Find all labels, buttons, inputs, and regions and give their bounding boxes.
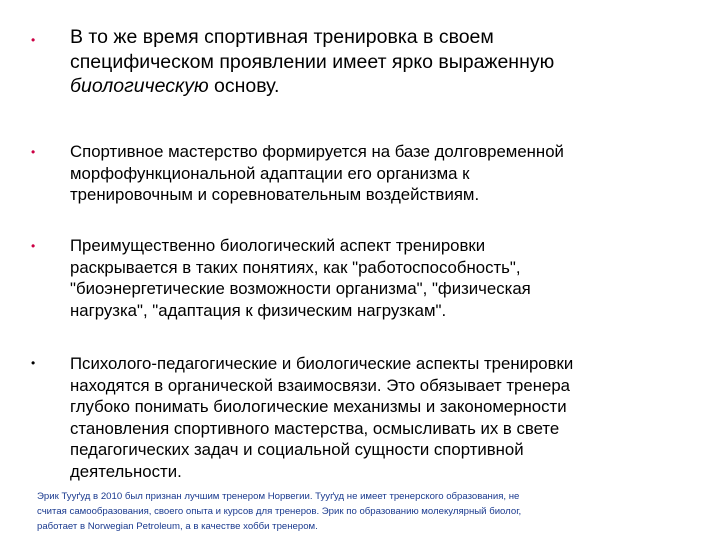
bullet-marker: • — [31, 33, 36, 47]
bullet-text — [70, 25, 710, 99]
bullet-text: Преимущественно биологический аспект тренировки раскрывается в таких понятиях, как "работоспособность", "биоэнергетические возможности организма", "физическая нагрузка", "адаптация к физическим нагрузкам". — [70, 236, 531, 320]
bullet-text-part: В то же время спортивная тренировка в своем специфическом проявлении имеет ярко выраженную — [70, 26, 555, 73]
bullet-marker: • — [31, 239, 36, 253]
bullet-text: Спортивное мастерство формируется на базе долговременной морфофункциональной адаптации его организма к тренировочным и соревновательным воздействиям. — [70, 142, 564, 204]
bullet-marker: • — [31, 356, 36, 370]
bullet-text-italic: биологическую — [70, 75, 209, 97]
footnote: Эрик Тууґуд в 2010 был признан лучшим тренером Норвегии. Тууґуд не имеет тренерского образования, не считая самообразования, своего опыта и курсов для тренеров. Эрик по образованию молекулярный биолог, работает в Norwegian Petroleum, а в качестве хобби тренером. — [37, 491, 522, 532]
bullet-text-part: основу. — [208, 75, 280, 97]
bullet-marker: • — [31, 145, 36, 159]
bullet-text: Психолого-педагогические и биологические аспекты тренировки находятся в органической взаимосвязи. Это обязывает тренера глубоко понимать биологические механизмы и закономерности становления спортивного мастерства, осмысливать их в свете педагогических задач и социальной сущности спортивной деятельности. — [70, 354, 574, 481]
